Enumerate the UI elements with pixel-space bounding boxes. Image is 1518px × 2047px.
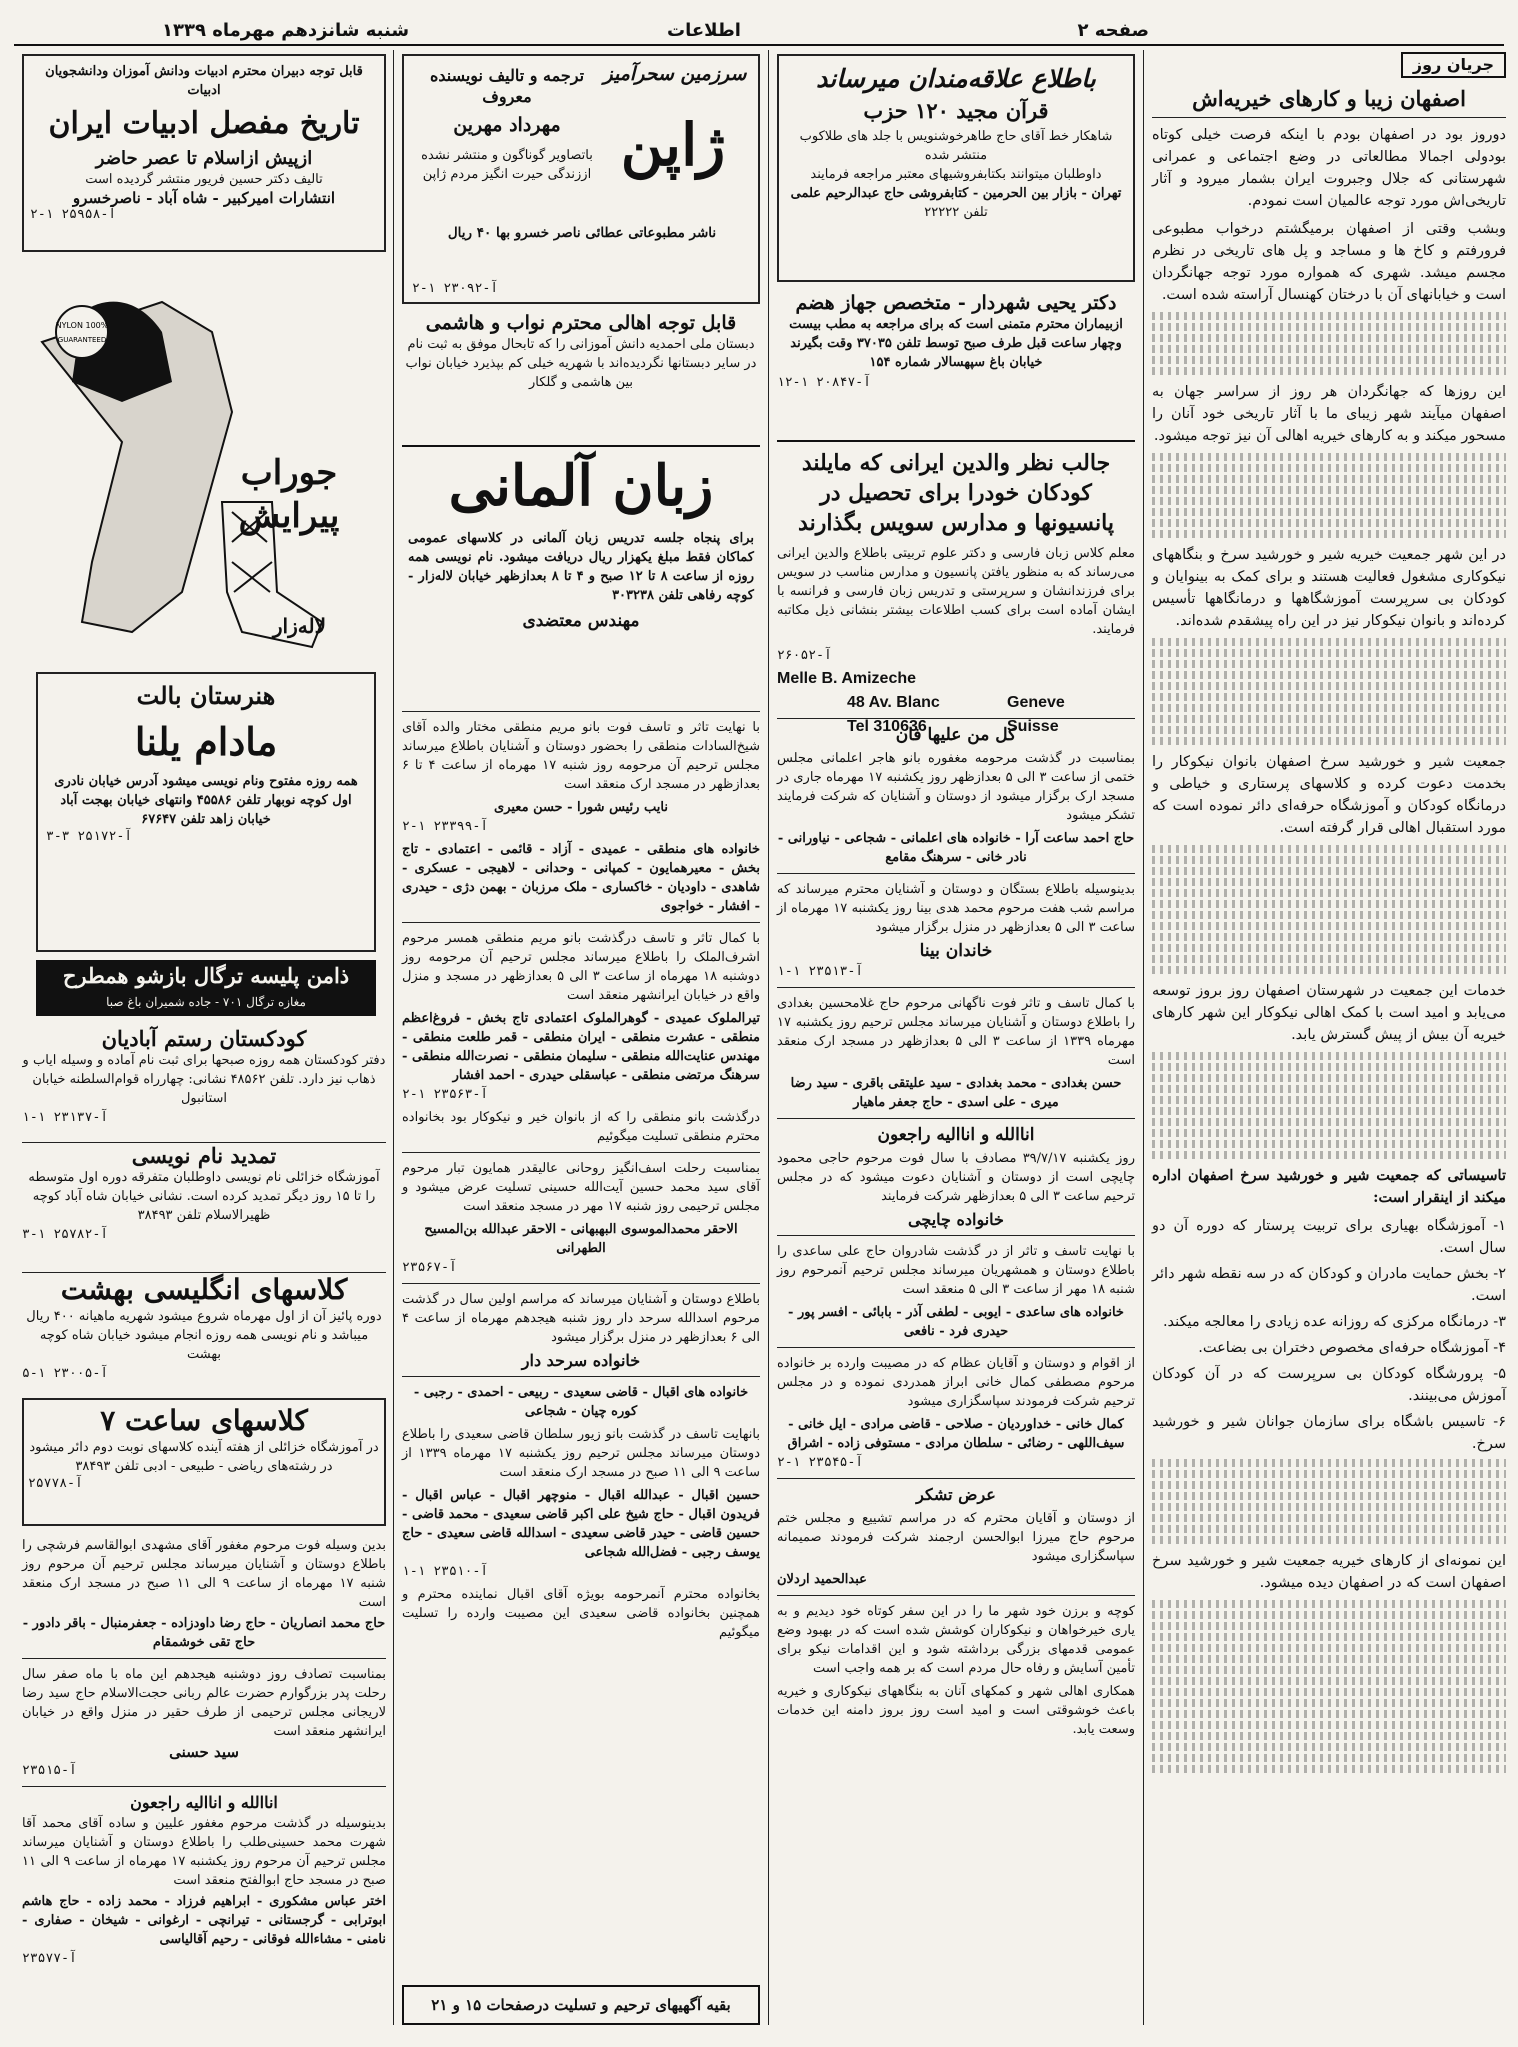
text-filler: [1152, 878, 1506, 886]
ad-address: خیابان باغ سپهسالار شماره ۱۵۴: [869, 354, 1043, 370]
ad-title: کودکستان رستم آبادیان: [101, 1026, 307, 1051]
obituary-names: حاج محمد انصاریان - حاج رضا داودزاده - جعفرمنبال - باقر دادور - حاج تقی خوشمقام: [22, 1616, 386, 1650]
divider: [777, 1478, 1135, 1479]
divider: [777, 1595, 1135, 1596]
text-filler: [1152, 704, 1506, 712]
ad-german: [402, 445, 760, 699]
ad-skirt: [36, 960, 376, 1016]
article-paragraph: در این شهر جمعیت خیریه شیر و خورشید سرخ و بنگاههای نیکوکاری مشغول فعالیت هستند و برای کمک به بینوایان و کودکان بی سرپرست آموزشگاهها و درمانگاهها تأسیس کرده‌اند و بانوان نیکوکار نیز در این راه پیشقدم شده‌اند.: [1152, 547, 1506, 630]
obituary-title: اناالله و اناالیه راجعون: [130, 1793, 278, 1812]
text-filler: [1152, 497, 1506, 505]
ad-ref: آ-۲۰۸۴۷ ۱-۱۲: [777, 374, 871, 390]
text-filler: [1152, 1743, 1506, 1751]
text-filler: [1152, 1600, 1506, 1608]
text-filler: [1152, 1644, 1506, 1652]
ad-japan-book: [402, 54, 760, 304]
obituary-body: بخانواده محترم آنمرحومه بویژه آقای اقبال نماینده محترم و همچنین بخانواده قاضی سعیدی این مصیبت وارده را تسلیت میگوئیم: [402, 1587, 760, 1641]
obituary-body: با نهایت تاثر و تاسف فوت بانو مریم منطقی مختار والده آقای شیخ‌السادات منطقی را بحضور دوستان و آشنایان باطلاع میرساند مجلس ترحیم آن مرحومه روز شنبه ۱۷ مهرماه از ساعت ۴ تا ۶ بعدازظهر در مسجد ارک منعقد است: [402, 720, 760, 792]
text-filler: [1152, 856, 1506, 864]
text-filler: [1152, 944, 1506, 952]
text-filler: [1152, 1732, 1506, 1740]
text-filler: [1152, 1688, 1506, 1696]
ad-title: هنرستان بالت: [136, 681, 276, 710]
brand-name: جوراب پیرایش: [238, 453, 340, 536]
article-continuation: همکاری اهالی شهر و کمکهای آنان به بنگاههای نیکوکاری و خیریه باعث خوشوقتی است و امید است روز بروز دامنه این خدمات وسعت یابد.: [777, 1683, 1135, 1737]
obituaries-column-2: [402, 705, 760, 1975]
ad-title: قابل توجه اهالی محترم نواب و هاشمی: [425, 312, 737, 334]
ad-name: مادام یلنا: [134, 718, 278, 764]
text-filler: [1152, 367, 1506, 375]
ad-title: کلاسهای ساعت ۷: [100, 1404, 308, 1437]
divider: [402, 922, 760, 923]
issue-date: شنبه شانزدهم مهرماه ۱۳۳۹: [162, 20, 410, 41]
ad-body: در آموزشگاه خزائلی از هفته آینده کلاسهای نوبت دوم دائر میشود در رشته‌های ریاضی - طبیعی - ادبی تلفن ۳۸۴۹۳: [29, 1439, 379, 1474]
text-filler: [1152, 1525, 1506, 1533]
obituary-names: کمال خانی - خداوردیان - صلاحی - قاضی مرادی - ایل خانی - سیف‌اللهی - رضائی - سلطان مرادی - مستوفی زاده - اشراق: [787, 1417, 1125, 1452]
obituary-names: خانواده های اقبال - قاضی سعیدی - ربیعی - احمدی - رجبی - کوره چیان - شجاعی: [413, 1385, 749, 1420]
article-paragraph: دوروز بود در اصفهان بودم با اینکه فرصت خیلی کوتاه بودولی اجمالا مطالعاتی در وضع اجتماعی و عمرانی شهرستانی که جلال وجبروت ایران بشمار میرود و آثار تاریخی‌اش مورد توجه عالمیان است نمودم.: [1152, 127, 1506, 210]
ad-body: آموزشگاه خزائلی نام نویسی داوطلبان متفرقه دوره اول متوسطه را تا ۱۵ روز دیگر تمدید کرده است. نشانی خیابان شاه آباد کوچه ظهیرالاسلام تلفن ۳۸۴۹۳: [28, 1170, 380, 1224]
obituary-body: بمناسبت رحلت اسف‌انگیز روحانی عالیقدر همایون تبار مرحوم آقای سید محمد حسین آیت‌الله حسینی تسلیت عرض میشود و مجلس ترحیمی روز شنبه ۱۷ مهر در مسجد منعقد است: [402, 1161, 760, 1214]
obituary-signature: خاندان بینا: [919, 941, 993, 962]
list-item: ۵- پرورشگاه کودکان بی سرپرست که در آن کودکان آموزش می‌بینند.: [1152, 1366, 1506, 1405]
text-filler: [1152, 1666, 1506, 1674]
text-filler: [1152, 334, 1506, 342]
obituary-body: بدینوسیله در گذشت مرحوم مغفور علیین و ساده آقای محمد آقا شهرت محمد حسینی‌طلب را باطلاع دوستان و آشنایان میرساند مجلس ترحیم آن مرحوم روز یکشنبه ۱۷ مهرماه از ساعت ۹ الی ۱۱ صبح در مسجد حاج ابوالفتح منعقد است: [22, 1816, 386, 1889]
obituary-body: باطلاع دوستان و آشنایان میرساند که مراسم اولین سال در گذشت مرحوم اسدالله سرحد دار روز شنبه هیجدهم مهرماه از ساعت ۴ الی ۶ بعدازظهر در منزل برگزار میشود: [402, 1292, 760, 1345]
obituary-names: خانواده های ساعدی - ایوبی - لطفی آذر - بابائی - افسر پور - حیدری فرد - نافعی: [788, 1305, 1124, 1340]
ad-subtitle: قرآن مجید ۱۲۰ حزب: [863, 98, 1049, 123]
badge-text-1: 100% NYLON: [55, 321, 109, 330]
ad-title: دکتر یحیی شهردار - متخصص جهاز هضم: [795, 292, 1117, 314]
masthead: [14, 8, 1504, 46]
obituary-signature: سید حسنی: [169, 1743, 239, 1761]
text-filler: [1152, 1459, 1506, 1467]
divider: [777, 1235, 1135, 1236]
text-filler: [1152, 530, 1506, 538]
ad-kicker: سرزمین سحرآمیز: [603, 63, 747, 85]
text-filler: [1152, 693, 1506, 701]
address-city: Geneve: [1007, 694, 1065, 711]
article-headline: جالب نظر والدین ایرانی که مایلند کودکان خودرا برای تحصیل در پانسیونها و مدارس سویس بگذارند: [798, 450, 1114, 536]
book-title: تاریخ مفصل ادبیات ایران: [48, 106, 360, 141]
obituary-body: از اقوام و دوستان و آقایان عظام که در مصیبت وارده بر خانواده مرحوم مصطفی کمال خانی ابراز همدردی نموده و در مجلس ترحیم شرکت فرمودند سپاسگزاری میشود: [777, 1356, 1135, 1410]
text-filler: [1152, 1096, 1506, 1104]
text-filler: [1152, 889, 1506, 897]
text-filler: [1152, 867, 1506, 875]
article-paragraph: خدمات این جمعیت در شهرستان اصفهان روز بروز توسعه می‌یابد و امید است با کمک اهالی نیکوکار این شهر کارهای خیریه آن بیش از پیش گسترش یابد.: [1152, 983, 1506, 1044]
address-country: Suisse: [1007, 718, 1059, 735]
ad-address: مغازه ترگال ۷۰۱ - جاده شمیران باغ صبا: [106, 995, 306, 1009]
obituary-names: حسین اقبال - عبدالله اقبال - منوچهر اقبال - عباس اقبال - فریدون اقبال - حاج شیخ علی اکبر قاضی سعیدی - محمد قاضی - حسین قاضی - حیدر قاضی سعیدی - اسدالله قاضی سعیدی - حاج یوسف رجبی - فضل‌الله شجاعی: [402, 1488, 760, 1561]
text-filler: [1152, 508, 1506, 516]
ad-ref: آ-۲۳۵۱۰ ۱-۱: [402, 1564, 489, 1580]
text-filler: [1152, 845, 1506, 853]
book-title: ژاپن: [620, 111, 726, 179]
text-filler: [1152, 1129, 1506, 1137]
ad-ref: آ-۲۳۰۰۵ ۱-۵: [22, 1365, 109, 1381]
obituary-body: بانهایت تاسف در گذشت بانو زیور سلطان قاضی سعیدی را باطلاع دوستان میرساند مجلس ترحیم روز یکشنبه ۱۷ مهرماه ۱۳۳۹ از ساعت ۹ الی ۱۱ صبح در مسجد ارک منعقد است: [402, 1427, 760, 1481]
text-filler: [1152, 1655, 1506, 1663]
divider: [777, 987, 1135, 988]
obituary-body: بمناسبت تصادف روز دوشنبه هیجدهم این ماه با ماه صفر سال رحلت پدر بزرگوارم حضرت عالم ربانی حجت‌الاسلام حاج سید رضا لاریجانی مجلس ترحیمی از طرف حقیر در منزل واقع در خیابان ایرانشهر منعقد است: [22, 1667, 386, 1739]
ad-kicker: قابل توجه دبیران محترم ادبیات ودانش آموزان ودانشجویان ادبیات: [45, 64, 363, 98]
column-rule: [393, 50, 394, 2025]
page-number: صفحه ۲: [1077, 20, 1149, 41]
text-filler: [1152, 649, 1506, 657]
obituary-names: اختر عباس مشکوری - ابراهیم فرزاد - محمد زاده - حاج هاشم ابوترابی - گرجستانی - تیرانچی - ارغوانی - شیخان - صفاری - نامنی - مشاءالله فوقانی - رحیم آقالیاسی: [22, 1894, 386, 1948]
divider: [777, 1118, 1135, 1119]
ad-line: داوطلبان میتوانند بکتابفروشیهای معتبر مراجعه فرمایند: [810, 167, 1102, 183]
ad-body: دوره پائیز آن از اول مهرماه شروع میشود شهریه ماهیانه ۴۰۰ ریال میباشد و نام نویسی همه روزه انجام میشود خیابان شاه کوچه بهشت: [26, 1308, 382, 1362]
obituary-body: با کمال تاسف و تاثر فوت ناگهانی مرحوم حاج غلامحسین بغدادی را باطلاع دوستان و آشنایان میرساند مجلس ترحیم روز یکشنبه ۱۷ مهرماه ۱۳۳۹ از ساعت ۳ الی ۵ بعدازظهر در مسجد ارک منعقد است: [777, 995, 1135, 1068]
ad-title: باطلاع علاقه‌مندان میرساند: [816, 64, 1096, 93]
article-continuation: کوچه و برزن خود شهر ما را در این سفر کوتاه خود دیدیم و به یاری خیرخواهان و نیکوکاران کوشش شده است که در بهبود وضع عمومی قدمهای بزرگی برداشته شود و این اقدامات نیکو برای تأمین آسایش و رفاه حال مردم است که بر همه واجب است: [777, 1603, 1135, 1676]
ad-title: کلاسهای انگلیسی بهشت: [60, 1273, 348, 1306]
ad-body: دبستان ملی احمدیه دانش آموزانی را که تابحال موفق به ثبت نام در سایر دبستانها نگردیده‌اند با شهریه خیلی کم بپذیرد خیابان نواب بین هاشمی و گلکار: [405, 336, 757, 390]
address-phone: Tel 310636: [847, 718, 927, 735]
ad-body: برای پنجاه جلسه تدریس زبان آلمانی در کلاسهای عمومی کماکان فقط مبلغ یکهزار ریال دریافت میشود. نام نویسی همه روزه از ساعت ۸ تا ۱۲ صبح و ۴ تا ۸ بعدازظهر خیابان لاله‌زار - کوچه رفاهی تلفن ۳۰۳۲۳۸: [408, 531, 754, 604]
text-filler: [1152, 453, 1506, 461]
text-filler: [1152, 1063, 1506, 1071]
column-rule: [768, 50, 769, 2025]
ad-kindergarten: [22, 1026, 386, 1136]
text-filler: [1152, 323, 1506, 331]
text-filler: [1152, 922, 1506, 930]
ad-evening-classes: [22, 1398, 386, 1526]
text-filler: [1152, 737, 1506, 745]
text-filler: [1152, 1074, 1506, 1082]
divider: [777, 873, 1135, 874]
ad-phone: تلفن ۲۲۲۲۲: [924, 205, 988, 221]
book-author: تالیف دکتر حسین فریور منتشر گردیده است: [85, 171, 323, 187]
obituary-body: با کمال تاثر و تاسف درگذشت بانو مریم منطقی همسر مرحوم اشرف‌الملک را باطلاع میرساند مجلس ترحیم آن مرحومه روز دوشنبه ۱۸ مهرماه از ساعت ۳ الی ۵ بعدازظهر در مسجد و منزل واقع در خیابان ایرانشهر منعقد است: [402, 931, 760, 1003]
ad-ref: آ-۲۶۰۵۲: [777, 648, 832, 663]
article-paragraph: جمعیت شیر و خورشید سرخ اصفهان بانوان نیکوکار را بخدمت دعوت کرده و کلاسهای پرستاری و خیاطی و درمانگاه کودکان و آموزشگاه حرفه‌ای دائر نموده است که مورد استقبال اهالی قرار گرفته است.: [1152, 754, 1506, 837]
text-filler: [1152, 1503, 1506, 1511]
ad-ballet: [36, 672, 376, 952]
article-body: معلم کلاس زبان فارسی و دکتر علوم تربیتی باطلاع والدین ایرانی می‌رساند که به منظور یافتن پانسیون و مدارس مناسب در سویس برای فرزندانشان و سرپرستی و تدریس زبان فارسی و فرانسه با ایشان آماده است برای کسب اطلاعات بیشتر بنشانی ذیل مکاتبه فرمایند.: [777, 546, 1135, 637]
article-paragraph: وبشب وقتی از اصفهان برمیگشتم درخواب مطبوعی فرورفتم و کاخ ها و مساجد و پل های تاریخی در نظرم مجسم میشد. شهری که همواره مورد توجه جهانگردان است و خیابانهای آن با درختان کهنسال آراسته شده است.: [1152, 221, 1506, 304]
ad-ref: آ-۲۳۵۷۷: [22, 1951, 77, 1967]
address-street: 48 Av. Blanc: [847, 694, 940, 711]
obituary-signature: عبدالحمید اردلان: [777, 1571, 867, 1587]
obituary-continued-footer: بقیه آگهیهای ترحیم و تسلیت درصفحات ۱۵ و ۲۱: [402, 1985, 760, 2025]
ad-school-notice: [402, 312, 760, 432]
ad-line: شاهکار خط آقای حاج طاهرخوشنویس با جلد های طلاکوب منتشر شده: [799, 129, 1113, 164]
text-filler: [1152, 933, 1506, 941]
text-filler: [1152, 966, 1506, 974]
text-filler: [1152, 486, 1506, 494]
ad-ref: آ-۲۵۷۸۲ ۱-۳: [22, 1227, 109, 1243]
divider: [22, 1658, 386, 1659]
ad-ref: آ-۲۳۳۹۹ ۱-۲: [402, 819, 489, 834]
ad-quran: [777, 54, 1135, 282]
ad-ref: آ-۲۳۰۹۲ ۱-۲: [412, 281, 499, 296]
ad-body: دفتر کودکستان همه روزه صبحها برای ثبت نام آماده و وسیله ایاب و ذهاب نیز دارد. تلفن ۴۸۵۶۲ نشانی: چهارراه قوام‌السلطنه خیابان استانبول: [22, 1053, 386, 1107]
text-filler: [1152, 682, 1506, 690]
text-filler: [1152, 1470, 1506, 1478]
obituary-body: بمناسبت در گذشت مرحومه مغفوره بانو هاجر اعلمانی مجلس ختمی از ساعت ۳ الی ۵ بعدازظهر روز یکشنبه ۱۷ مهرماه جاری در مسجد ارک برگزار میشود از دوستان و آشنایان که شرکت فرمایند تشکر میشود: [777, 751, 1135, 824]
book-publisher: انتشارات امیرکبیر - شاه آباد - ناصرخسرو: [72, 188, 336, 207]
badge-text-2: GUARANTEED: [57, 336, 107, 344]
text-filler: [1152, 911, 1506, 919]
list-item: ۲- بخش حمایت مادران و کودکان که در سه نقطه شهر دائر است.: [1152, 1266, 1506, 1305]
column-tag: جریان روز: [1401, 52, 1506, 78]
ad-renew-registration: [22, 1142, 386, 1263]
text-filler: [1152, 1633, 1506, 1641]
ad-socks: [22, 262, 386, 660]
book-subtitle: ازپیش ازاسلام تا عصر حاضر: [95, 148, 313, 169]
obituaries-column-1: [22, 1534, 386, 2029]
text-filler: [1152, 1710, 1506, 1718]
obituary-body: بدین وسیله فوت مرحوم مغفور آقای مشهدی ابوالقاسم فرشچی را باطلاع دوستان و آشنایان میرساند مجلس ترحیم آن مرحوم روز شنبه ۱۷ مهرماه از ساعت ۹ الی ۱۱ صبح در مسجد ارک منعقد است: [22, 1538, 386, 1610]
ad-ref: آ-۲۵۱۷۲ ۳-۳: [46, 829, 133, 845]
newspaper-name: اطلاعات: [667, 20, 741, 41]
text-filler: [1152, 1677, 1506, 1685]
divider: [777, 1347, 1135, 1348]
obituary-names: حسن بغدادی - محمد بغدادی - سید علیتقی باقری - سید رضا میری - علی اسدی - حاج جعفر ماهیار: [790, 1075, 1122, 1110]
obituary-body: از دوستان و آقایان محترم که در مراسم تشییع و مجلس ختم مرحوم حاج میرزا ابوالحسن ارجمند شرکت فرمودند صمیمانه سپاسگزاری میشود: [777, 1510, 1135, 1564]
column-daily: [1152, 52, 1506, 2032]
ad-ref: آ-۲۳۵۱۳ ۱-۱: [777, 963, 864, 979]
ad-doctor: [777, 292, 1135, 432]
list-item: ۳- درمانگاه مرکزی که روزانه عده زیادی را معالجه میکند.: [1162, 1314, 1506, 1331]
text-filler: [1152, 726, 1506, 734]
ad-title: زبان آلمانی: [448, 453, 714, 519]
text-filler: [1152, 1151, 1506, 1159]
divider: [402, 1283, 760, 1284]
text-filler: [1152, 1754, 1506, 1762]
list-item: ۱- آموزشگاه بهیاری برای تربیت پرستار که دوره آن دو سال است.: [1152, 1218, 1506, 1257]
text-filler: [1152, 345, 1506, 353]
text-filler: [1152, 312, 1506, 320]
text-filler: [1152, 475, 1506, 483]
article-paragraph: این نمونه‌ای از کارهای خیریه جمعیت شیر و خورشید سرخ اصفهان است که در اصفهان دیده میشود.: [1152, 1553, 1506, 1592]
ad-signature: مهندس معتضدی: [522, 611, 640, 632]
ad-ref: آ-۲۵۷۷۸: [28, 1475, 83, 1491]
ad-ref: آ-۲۳۵۱۵: [22, 1763, 77, 1778]
divider: [777, 718, 1135, 719]
text-filler: [1152, 1492, 1506, 1500]
text-filler: [1152, 356, 1506, 364]
article-paragraph: تاسیساتی که جمعیت شیر و خورشید سرخ اصفهان اداره میکند از اینقرار است:: [1152, 1167, 1506, 1207]
obituaries-column-4: [777, 712, 1135, 2030]
text-filler: [1152, 519, 1506, 527]
text-filler: [1152, 1721, 1506, 1729]
text-filler: [1152, 1140, 1506, 1148]
text-filler: [1152, 715, 1506, 723]
text-filler: [1152, 671, 1506, 679]
address-name: Melle B. Amizeche: [777, 670, 917, 687]
text-filler: [1152, 464, 1506, 472]
text-filler: [1152, 1052, 1506, 1060]
ad-ref: آ-۲۳۵۶۳ ۱-۲: [402, 1087, 489, 1102]
obituary-body: با نهایت تاسف و تاثر از در گذشت شادروان حاج علی ساعدی را باطلاع دوستان و همشهریان میرساند مجلس ترحیم آنمرحوم روز شنبه ۱۸ مهر از ساعت ۳ الی ۵ منعقد است: [777, 1244, 1135, 1298]
ad-ref: آ-۲۳۵۶۷: [402, 1260, 457, 1275]
text-filler: [1152, 955, 1506, 963]
obituary-signature: خانواده سرحد دار: [521, 1351, 641, 1370]
text-filler: [1152, 1107, 1506, 1115]
obituary-body: درگذشت بانو منطقی را که از بانوان خیر و نیکوکار بود بخانواده محترم منطقی تسلیت میگوئیم: [402, 1110, 760, 1144]
book-description: باتصاویر گوناگون و منتشر نشده اززندگی حیرت انگیز مردم ژاپن: [421, 148, 593, 182]
obituary-title: کل من علیها فان: [895, 725, 1017, 745]
ad-title: تمدید نام نویسی: [131, 1143, 277, 1168]
text-filler: [1152, 1699, 1506, 1707]
obituary-signature: الاحقر محمدالموسوی البهبهانی - الاحقر عبدالله بن‌المسیح الطهرانی: [424, 1222, 738, 1256]
divider: [402, 711, 760, 712]
obituary-title: اناالله و اناالیه راجعون: [877, 1124, 1035, 1145]
text-filler: [1152, 900, 1506, 908]
divider: [1152, 117, 1506, 118]
ad-ref: آ-۲۳۵۴۵ ۱-۲: [777, 1455, 864, 1471]
list-item: ۶- تاسیس باشگاه برای سازمان جوانان شیر و خورشید سرخ.: [1152, 1414, 1506, 1453]
column-rule: [1143, 50, 1144, 2025]
obituary-names: تیرالملوک عمیدی - گوهرالملوک اعتمادی تاج بخش - فروغ‌اعظم منطقی - عشرت منطقی - ایران منطقی - قمر طلعت منطقی - مهندس عنایت‌الله منطقی - سلیمان منطقی - نصرت‌الله منطقی - سرهنگ مرتضی منطقی - عباسقلی حیدری - احمد افشار: [402, 1011, 760, 1083]
obituary-signature: نایب رئیس شورا - حسن معیری: [494, 800, 668, 815]
text-filler: [1152, 1118, 1506, 1126]
obituary-names: حاج احمد ساعت آرا - خانواده های اعلمانی - شجاعی - نیاورانی - نادر خانی - سرهنگ مقامع: [777, 831, 1135, 866]
text-filler: [1152, 1611, 1506, 1619]
obituary-body: روز یکشنبه ۳۹/۷/۱۷ مصادف با سال فوت مرحوم حاجی محمود چایچی است از دوستان و آشنایان دعوت میشود که در مجلس ترحیم ساعت ۳ الی ۵ بعدازظهر شرکت فرمایند: [777, 1151, 1135, 1205]
ad-literature-book: [22, 54, 386, 252]
article-headline: اصفهان زیبا و کارهای خیریه‌اش: [1192, 86, 1466, 111]
ad-english-classes: [22, 1272, 386, 1393]
text-filler: [1152, 1481, 1506, 1489]
article-paragraph: این روزها که جهانگردان هر روز از سراسر جهان به اصفهان میآیند شهر زیبای ما با آثار تاریخی خود آنان را مسحور میکند و به کارهای خیریه اهالی آن نیز توجه میشود.: [1152, 384, 1506, 445]
divider: [22, 1786, 386, 1787]
ad-ref: آ-۲۵۹۵۸ ۱-۲: [30, 206, 117, 222]
book-publisher: ناشر مطبوعاتی عطائی ناصر خسرو بها ۴۰ ریال: [447, 225, 717, 241]
text-filler: [1152, 1085, 1506, 1093]
book-author: مهرداد مهرین: [453, 114, 561, 136]
divider: [402, 1376, 760, 1377]
label-badge: [56, 306, 108, 358]
text-filler: [1152, 660, 1506, 668]
text-filler: [1152, 638, 1506, 646]
obituary-body: بدینوسیله باطلاع بستگان و دوستان و آشنایان محترم میرساند که مراسم شب هفت مرحوم محمد هدی بینا روز یکشنبه ۱۷ مهرماه از ساعت ۳ الی ۵ بعدازظهر در منزل برگزار میشود: [777, 882, 1135, 936]
ad-ref: آ-۲۳۱۳۷ ۱-۱: [22, 1110, 109, 1126]
text-filler: [1152, 1536, 1506, 1544]
ad-address: تهران - بازار بین الحرمین - کتابفروشی حاج عبدالرحیم علمی: [790, 186, 1122, 202]
ad-body: ازبیماران محترم متمنی است که برای مراجعه به مطب بیست وچهار ساعت قبل طرف صبح توسط تلفن ۳۷۰۳۵ وقت بگیرند: [789, 316, 1123, 351]
obituary-names: خانواده های منطقی - عمیدی - آزاد - قائمی - اعتمادی - تاج بخش - معیرهمایون - کمپانی - وحدانی - لاهیجی - عسکری - شاهدی - داودیان - خاکساری - ملک مرزبان - بهمن دژی - حیدری - افشار - خواجوی: [402, 842, 760, 914]
list-item: ۴- آموزشگاه حرفه‌ای مخصوص دختران بی بضاعت.: [1198, 1340, 1506, 1357]
text-filler: [1152, 1765, 1506, 1773]
ad-body: همه روزه مفتوح ونام نویسی میشود آدرس خیابان نادری اول کوچه نوبهار تلفن ۴۵۵۸۶ وانتهای خیابان بهجت آباد خیابان زاهد تلفن ۶۷۶۴۷: [54, 774, 358, 828]
book-credit: ترجمه و تالیف نویسنده معروف: [429, 66, 585, 106]
ad-title: ذامن پلیسه ترگال بازشو همطرح: [62, 963, 350, 988]
text-filler: [1152, 1514, 1506, 1522]
divider: [402, 1152, 760, 1153]
obituary-title: عرض تشکر: [916, 1485, 996, 1505]
shop-name: لاله‌زار: [272, 614, 326, 638]
obituary-signature: خانواده چایچی: [908, 1210, 1004, 1230]
text-filler: [1152, 1622, 1506, 1630]
